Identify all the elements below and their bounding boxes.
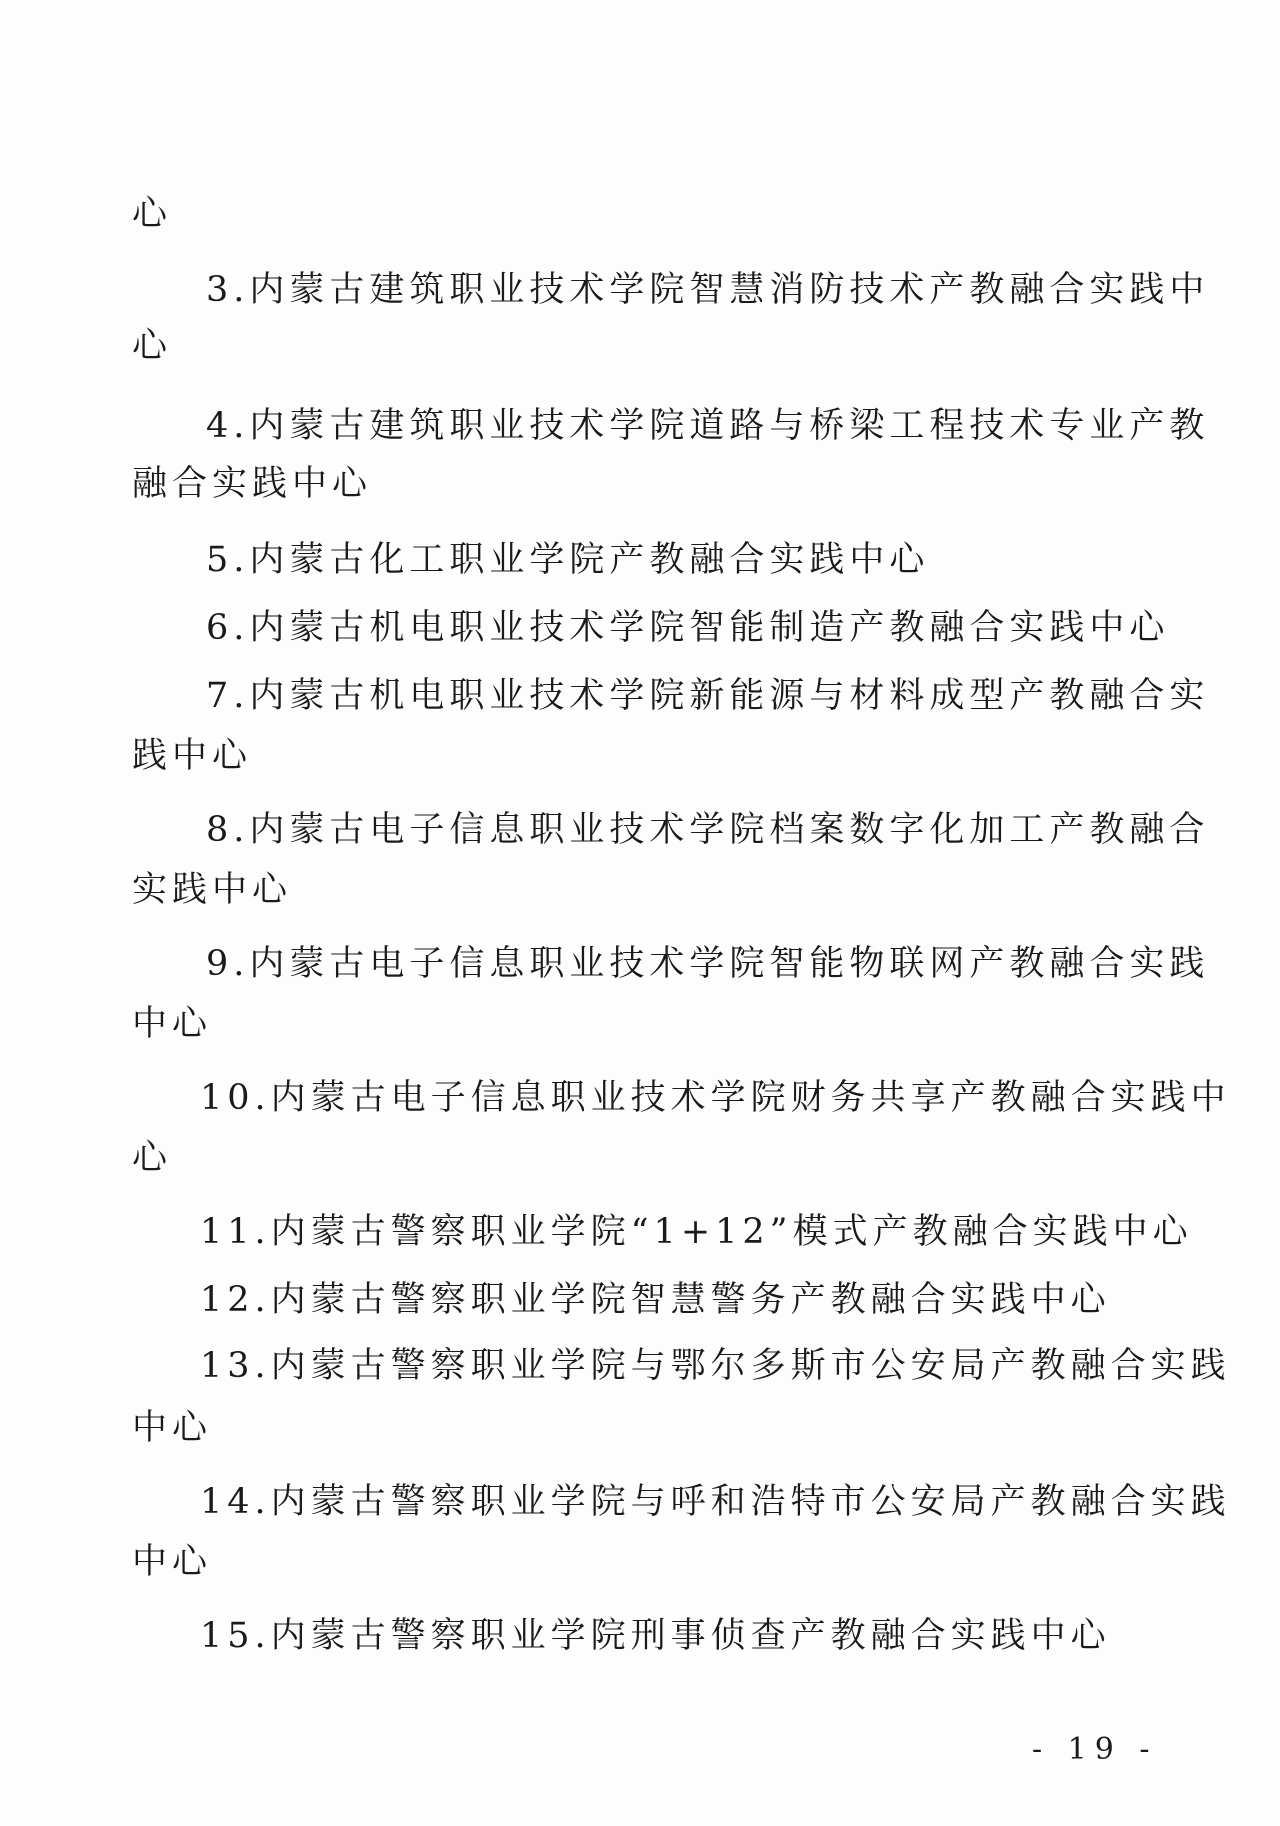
text-line: 中心 xyxy=(132,1408,213,1448)
list-item-6: 6.内蒙古机电职业技术学院智能制造产教融合实践中心 xyxy=(206,608,1170,648)
list-item-3: 3.内蒙古建筑职业技术学院智慧消防技术产教融合实践中 xyxy=(206,270,1210,310)
text-line: 践中心 xyxy=(132,736,253,776)
list-item-8: 8.内蒙古电子信息职业技术学院档案数字化加工产教融合 xyxy=(206,810,1210,850)
text-line: 实践中心 xyxy=(132,870,293,910)
list-item-9: 9.内蒙古电子信息职业技术学院智能物联网产教融合实践 xyxy=(206,944,1210,984)
list-item-12: 12.内蒙古警察职业学院智慧警务产教融合实践中心 xyxy=(200,1280,1111,1320)
text-line: 心 xyxy=(132,194,173,234)
list-item-11: 11.内蒙古警察职业学院“1+12”模式产教融合实践中心 xyxy=(200,1212,1193,1252)
list-item-10: 10.内蒙古电子信息职业技术学院财务共享产教融合实践中 xyxy=(200,1078,1231,1118)
list-item-15: 15.内蒙古警察职业学院刑事侦查产教融合实践中心 xyxy=(200,1616,1111,1656)
list-item-4: 4.内蒙古建筑职业技术学院道路与桥梁工程技术专业产教 xyxy=(206,406,1210,446)
text-line: 中心 xyxy=(132,1004,213,1044)
text-line: 融合实践中心 xyxy=(132,464,373,504)
text-line: 中心 xyxy=(132,1542,213,1582)
list-item-14: 14.内蒙古警察职业学院与呼和浩特市公安局产教融合实践 xyxy=(200,1482,1231,1522)
page-number: - 19 - xyxy=(1032,1732,1158,1767)
text-line: 心 xyxy=(132,1138,173,1178)
list-item-13: 13.内蒙古警察职业学院与鄂尔多斯市公安局产教融合实践 xyxy=(200,1346,1231,1386)
list-item-5: 5.内蒙古化工职业学院产教融合实践中心 xyxy=(206,540,930,580)
list-item-7: 7.内蒙古机电职业技术学院新能源与材料成型产教融合实 xyxy=(206,676,1210,716)
text-line: 心 xyxy=(132,326,173,366)
